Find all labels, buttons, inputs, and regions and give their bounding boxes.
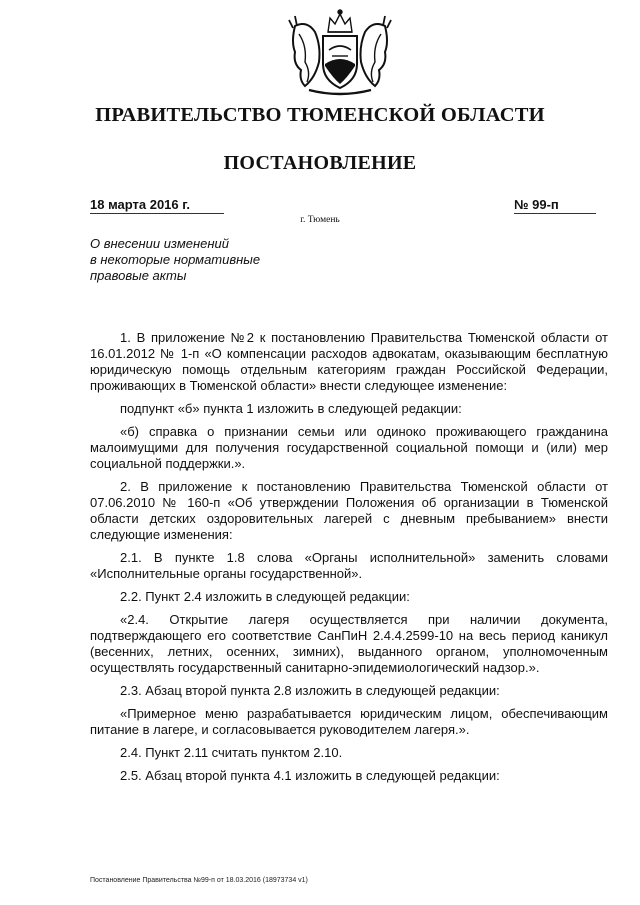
paragraph: 2.3. Абзац второй пункта 2.8 изложить в следующей редакции:	[120, 683, 500, 698]
document-city: г. Тюмень	[300, 215, 340, 225]
government-title: ПРАВИТЕЛЬСТВО ТЮМЕНСКОЙ ОБЛАСТИ	[95, 104, 545, 126]
paragraph: 1. В приложение №2 к постановлению Правительства Тюменской области от 16.01.2012 № 1-п «О компенсации расходов адвокатам, оказывающим бесплатную юридическую помощь отдельным категориям граждан Российской Федерации, проживающих в Тюменской области» внести следующее изменение:	[90, 330, 608, 393]
paragraph: 2.4. Пункт 2.11 считать пунктом 2.10.	[120, 745, 343, 760]
paragraph: «б) справка о признании семьи или одиноко проживающего гражданина малоимущими для получения государственной социальной помощи и (или) мер социальной поддержки.».	[90, 424, 608, 471]
subject-line: О внесении изменений	[90, 236, 229, 251]
document-date: 18 марта 2016 г.	[90, 197, 224, 214]
document-body	[90, 330, 608, 791]
document-number: № 99-п	[514, 197, 596, 214]
paragraph: 2. В приложение к постановлению Правительства Тюменской области от 07.06.2010 № 160-п «Об утверждении Положения об организации в Тюменской области детских оздоровительных лагерей с дневным пребыванием» внести следующие изменения:	[90, 479, 608, 542]
document-footer: Постановление Правительства №99-п от 18.03.2016 (18973734 v1)	[90, 877, 308, 884]
coat-of-arms-icon	[285, 6, 395, 98]
subject-line: в некоторые нормативные	[90, 252, 261, 267]
paragraph: 2.2. Пункт 2.4 изложить в следующей редакции:	[120, 589, 410, 604]
subject-line: правовые акты	[90, 268, 187, 283]
document-subject	[90, 236, 350, 284]
paragraph: «Примерное меню разрабатывается юридическим лицом, обеспечивающим питание в лагере, и согласовывается руководителем лагеря.».	[90, 706, 608, 737]
paragraph: подпункт «б» пункта 1 изложить в следующей редакции:	[120, 401, 462, 416]
paragraph: 2.5. Абзац второй пункта 4.1 изложить в следующей редакции:	[120, 768, 500, 783]
document-type-title: ПОСТАНОВЛЕНИЕ	[223, 152, 417, 174]
paragraph: 2.1. В пункте 1.8 слова «Органы исполнительной» заменить словами «Исполнительные органы государственной».	[90, 550, 608, 581]
paragraph: «2.4. Открытие лагеря осуществляется при наличии документа, подтверждающего его соответствие СанПиН 2.4.4.2599-10 на весь период каникул (весенних, летних, осенних, зимних), выданного органом, уполномоченным осуществлять государственный санитарно-эпидемиологический надзор.».	[90, 612, 608, 675]
